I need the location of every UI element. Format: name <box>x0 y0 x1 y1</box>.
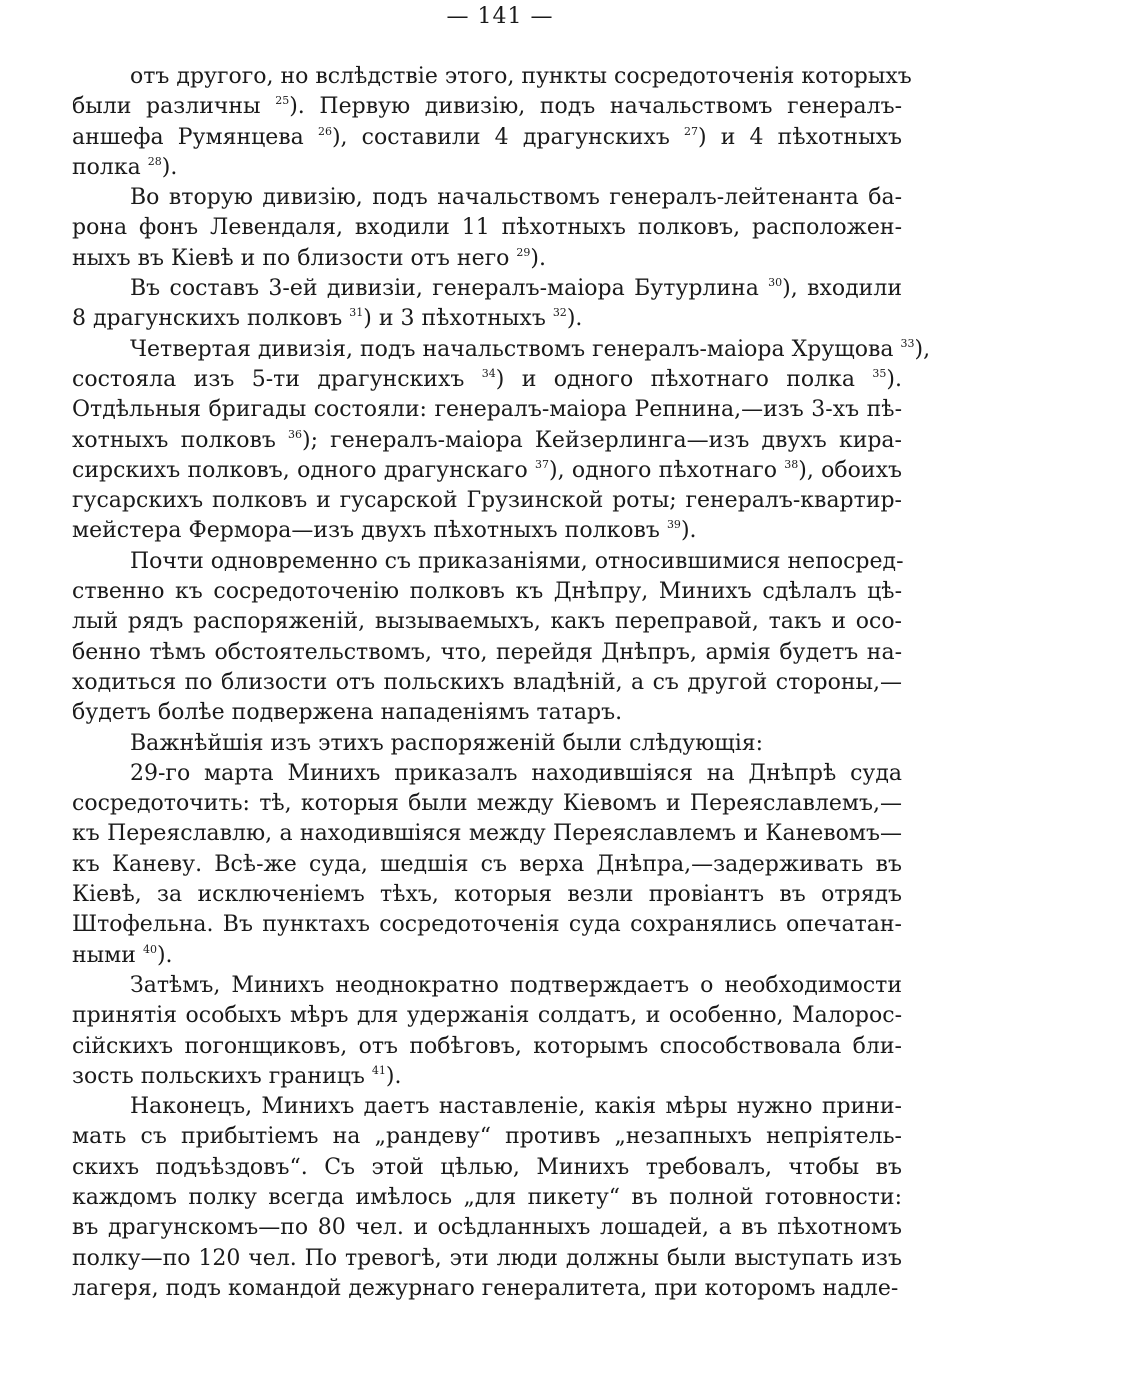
text-run: мейстера Фермора—изъ двухъ пѣхотныхъ полковъ <box>72 518 667 544</box>
text-line <box>72 910 902 940</box>
text-run: сирскихъ полковъ, одного драгунскаго <box>72 457 536 483</box>
text-run: ныхъ въ Кіевѣ и по близости отъ него <box>72 245 517 271</box>
paragraph <box>72 274 902 335</box>
text-run: Въ составъ 3-ей дивизіи, генералъ-маіора Бутурлина <box>130 276 769 302</box>
text-line <box>72 698 902 728</box>
text-run: будетъ болѣе подвержена нападеніямъ татаръ. <box>72 700 623 726</box>
text-run: отъ другого, но вслѣдствіе этого, пункты сосредоточенія которыхъ <box>130 64 912 89</box>
text-run: лагеря, подъ командой дежурнаго генералитета, при которомъ надле- <box>72 1275 899 1301</box>
footnote-ref: 39 <box>666 518 681 532</box>
text-run: бенно тѣмъ обстоятельствомъ, что, перейдя Днѣпръ, армія будетъ на- <box>72 639 902 665</box>
text-run: Четвертая дивизія, подъ начальствомъ генералъ-маіора Хрущова <box>130 336 901 362</box>
text-run: ственно къ сосредоточенію полковъ къ Днѣпру, Минихъ сдѣлалъ цѣ- <box>72 579 902 605</box>
text-line <box>72 638 902 668</box>
footnote-ref: 35 <box>872 366 887 380</box>
text-line <box>72 1092 902 1122</box>
text-run: скихъ подъѣздовъ“. Съ этой цѣлью, Минихъ требовалъ, чтобы въ <box>72 1154 902 1180</box>
text-run: гусарскихъ полковъ и гусарской Грузинской роты; генералъ-квартир- <box>72 488 902 514</box>
text-run: ); генералъ-маіора Кейзерлинга—изъ двухъ кира- <box>302 427 902 453</box>
text-line <box>72 516 902 546</box>
text-run: ), входили <box>782 276 902 302</box>
footnote-ref: 40 <box>142 942 157 956</box>
paragraph <box>72 547 902 729</box>
text-run: ) и 3 пѣхотныхъ <box>363 306 553 332</box>
text-run: мать съ прибытіемъ на „рандеву“ противъ „незапныхъ непріятель- <box>72 1124 902 1150</box>
paragraph <box>72 62 912 183</box>
text-run: зость польскихъ границъ <box>72 1063 372 1089</box>
text-line <box>72 395 902 425</box>
text-line <box>72 183 902 213</box>
text-run: къ Переяславлю, а находившіяся между Переяславлемъ и Каневомъ— <box>72 821 902 847</box>
text-run: Важнѣйшія изъ этихъ распоряженій были слѣдующія: <box>130 730 764 756</box>
text-run: Отдѣльныя бригады состояли: генералъ-маіора Репнина,—изъ 3-хъ пѣ- <box>72 397 902 423</box>
text-run: ) и 4 пѣхотныхъ <box>697 124 902 150</box>
body-text <box>72 62 931 1304</box>
text-run: ), обоихъ <box>798 457 902 483</box>
text-run: ходиться по близости отъ польскихъ владѣній, а съ другой стороны,— <box>72 669 902 695</box>
text-run: ), одного пѣхотнаго <box>549 457 785 483</box>
footnote-ref: 34 <box>481 366 496 380</box>
text-line <box>72 1001 902 1031</box>
text-line <box>72 213 902 243</box>
text-run: были различны <box>72 94 276 120</box>
text-line <box>72 426 902 456</box>
text-run: ). <box>156 942 173 968</box>
text-run: Затѣмъ, Минихъ неоднократно подтверждаетъ о необходимости <box>130 972 902 998</box>
footnote-ref: 33 <box>900 336 915 350</box>
paragraph <box>72 729 902 759</box>
text-run: сосредоточить: тѣ, которыя были между Кіевомъ и Переяславлемъ,— <box>72 791 902 817</box>
footnote-ref: 38 <box>784 457 799 471</box>
text-line <box>72 486 902 516</box>
text-line <box>72 759 902 789</box>
text-run: аншефа Румянцева <box>72 124 318 150</box>
footnote-ref: 29 <box>516 245 531 259</box>
text-run: ) и одного пѣхотнаго полка <box>495 366 873 392</box>
text-line <box>72 971 902 1001</box>
text-run: ). <box>886 366 902 392</box>
text-run: состояла изъ 5-ти драгунскихъ <box>72 366 482 392</box>
text-line <box>72 92 902 122</box>
text-line <box>72 62 912 92</box>
text-line <box>72 274 902 304</box>
text-line <box>72 668 902 698</box>
text-run: 8 драгунскихъ полковъ <box>72 306 350 332</box>
footnote-ref: 26 <box>317 124 332 138</box>
text-run: ), составили 4 драгунскихъ <box>331 124 684 150</box>
text-line <box>72 729 902 759</box>
text-run: ). <box>161 154 178 180</box>
footnote-ref: 41 <box>371 1063 386 1077</box>
footnote-ref: 37 <box>535 457 550 471</box>
text-line <box>72 607 902 637</box>
text-run: Почти одновременно съ приказаніями, относившимися непосред- <box>130 548 904 574</box>
text-run: полка <box>72 154 148 180</box>
text-line <box>72 1244 902 1274</box>
footnote-ref: 27 <box>683 124 698 138</box>
text-line <box>72 1032 902 1062</box>
text-line <box>72 1213 902 1243</box>
text-line <box>72 1153 902 1183</box>
text-line <box>72 1183 902 1213</box>
text-run: сійскихъ погонщиковъ, отъ побѣговъ, которымъ способствовала бли- <box>72 1033 902 1059</box>
paragraph <box>72 971 902 1092</box>
text-line <box>72 577 902 607</box>
footnote-ref: 36 <box>288 427 303 441</box>
text-line <box>72 153 902 183</box>
text-run: ). <box>566 306 583 332</box>
paragraph <box>72 1092 902 1304</box>
paragraph <box>72 335 931 547</box>
text-line <box>72 789 902 819</box>
paragraph <box>72 759 902 971</box>
text-line <box>72 941 902 971</box>
text-line <box>72 1274 902 1304</box>
text-run: ). <box>680 518 697 544</box>
text-line <box>72 244 902 274</box>
text-run: къ Каневу. Всѣ-же суда, шедшія съ верха Днѣпра,—задерживать въ <box>72 851 902 877</box>
text-run: ). Первую дивизію, подъ начальствомъ генералъ- <box>289 94 903 120</box>
text-run: 29-го марта Минихъ приказалъ находившіяся на Днѣпрѣ суда <box>130 760 902 786</box>
text-run: ), <box>914 336 931 362</box>
text-run: Во вторую дивизію, подъ начальствомъ генералъ-лейтенанта ба- <box>130 185 902 211</box>
text-line <box>72 880 902 910</box>
text-run: ). <box>530 245 546 271</box>
text-run: ными <box>72 942 143 968</box>
footnote-ref: 25 <box>275 94 290 108</box>
text-run: въ драгунскомъ—по 80 чел. и осѣдланныхъ лошадей, а въ пѣхотномъ <box>72 1215 902 1241</box>
footnote-ref: 32 <box>552 306 567 320</box>
text-run: каждомъ полку всегда имѣлось „для пикету“ въ полной готовности: <box>72 1184 902 1210</box>
text-run: лый рядъ распоряженій, вызываемыхъ, какъ переправой, такъ и осо- <box>72 609 902 635</box>
text-run: полку—по 120 чел. По тревогѣ, эти люди должны были выступать изъ <box>72 1245 902 1271</box>
text-line <box>72 547 902 577</box>
text-run: рона фонъ Левендаля, входили 11 пѣхотныхъ полковъ, расположен- <box>72 215 902 241</box>
text-line <box>72 365 902 395</box>
footnote-ref: 28 <box>147 154 162 168</box>
text-line <box>72 304 902 334</box>
paragraph <box>72 183 902 274</box>
page-number: — 141 — <box>446 4 554 29</box>
text-line <box>72 123 902 153</box>
text-line <box>72 1062 902 1092</box>
text-run: Кіевѣ, за исключеніемъ тѣхъ, которыя везли провіантъ въ отрядъ <box>72 882 902 908</box>
text-line <box>72 819 902 849</box>
text-line <box>72 456 902 486</box>
text-line <box>72 335 931 365</box>
footnote-ref: 31 <box>349 306 364 320</box>
text-line <box>72 850 902 880</box>
text-run: ). <box>385 1063 402 1089</box>
text-run: хотныхъ полковъ <box>72 427 289 453</box>
text-run: принятія особыхъ мѣръ для удержанія солдатъ, и особенно, Малорос- <box>72 1003 902 1029</box>
text-run: Наконецъ, Минихъ даетъ наставленіе, какія мѣры нужно прини- <box>130 1094 902 1120</box>
text-run: Штофельна. Въ пунктахъ сосредоточенія суда сохранялись опечатан- <box>72 912 902 938</box>
text-line <box>72 1122 902 1152</box>
footnote-ref: 30 <box>768 276 783 290</box>
